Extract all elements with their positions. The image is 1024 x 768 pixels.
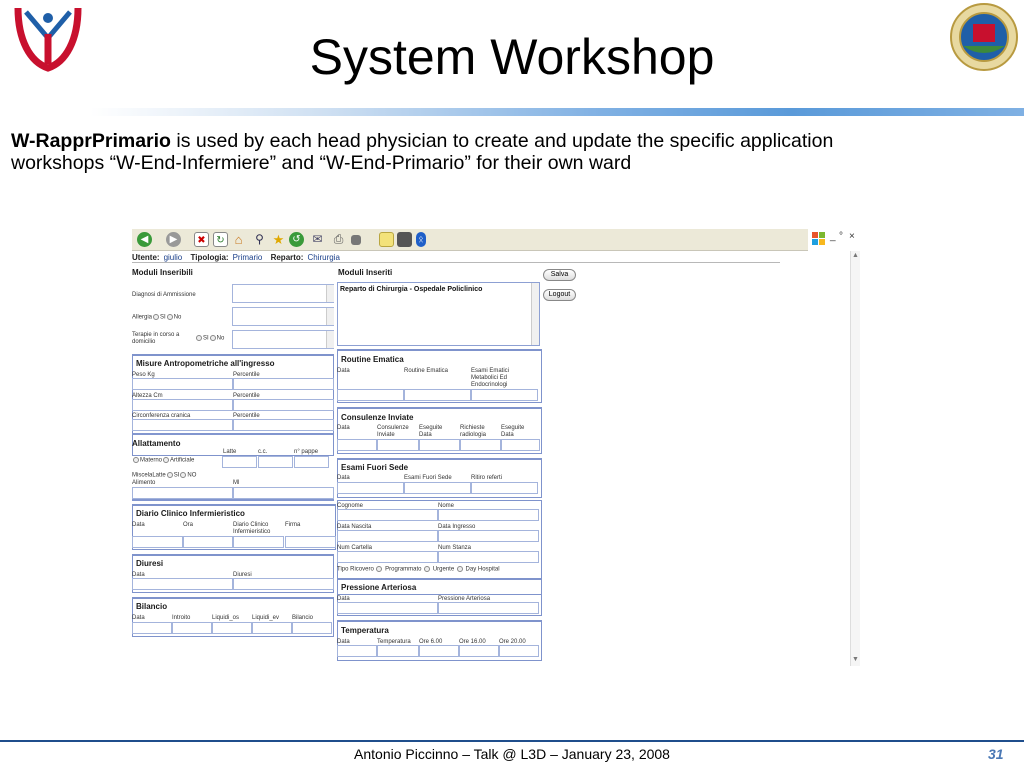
diuresi-data-label: Data — [132, 572, 145, 578]
percentile-3-input[interactable] — [233, 419, 334, 431]
nome-input[interactable] — [438, 509, 539, 521]
terapie-scrollbar[interactable] — [326, 331, 334, 348]
footer-text: Antonio Piccinno – Talk @ L3D – January 23, 2008 — [354, 746, 670, 762]
richieste-label-1: Richieste — [460, 425, 485, 431]
miscela-row — [132, 472, 196, 480]
textarea-value: Reparto di Chirurgia - Ospedale Policlinico — [340, 286, 483, 293]
temperatura-col-label: Temperatura — [377, 639, 411, 645]
num-stanza-input[interactable] — [438, 551, 539, 563]
terapie-input[interactable] — [232, 330, 334, 349]
ml-label: Ml — [233, 480, 240, 486]
diario-col-label-1: Diario Clinico — [233, 522, 269, 528]
diario-data-input[interactable] — [132, 536, 183, 548]
ore-6-label: Ore 6.00 — [419, 639, 443, 645]
ore-16-label: Ore 16.00 — [459, 639, 486, 645]
circonferenza-input[interactable] — [132, 419, 233, 431]
liquidi-ev-input[interactable] — [252, 622, 292, 634]
eseguite-label-2: Data — [419, 432, 432, 438]
windows-logo-icon — [812, 232, 826, 246]
allergia-si-label: SI — [160, 314, 166, 321]
allergia-label: Allergia — [132, 314, 153, 321]
esami-col-label: Esami Fuori Sede — [404, 475, 452, 481]
liquidi-ev-label: Liquidi_ev — [252, 615, 280, 621]
edit-icon[interactable] — [351, 235, 361, 245]
window-controls — [808, 229, 860, 251]
pressione-data-input[interactable] — [337, 602, 438, 614]
routine-data-input[interactable] — [337, 389, 404, 401]
pressione-data-label: Data — [337, 596, 350, 602]
footer-divider — [0, 740, 1024, 742]
allattamento-bottom-divider — [132, 499, 334, 501]
terapie-radio-row — [195, 335, 224, 343]
allattamento-title: Allattamento — [132, 439, 181, 448]
type-value: Primario — [232, 253, 263, 262]
web-page — [132, 251, 848, 666]
misure-title: Misure Antropometriche all'ingresso — [136, 359, 275, 368]
day-hospital-label: Day Hospital — [465, 566, 500, 573]
diario-col-label-2: Infermieristico — [233, 529, 271, 535]
miscela-label: MiscelaLatte — [132, 472, 166, 479]
consulenze-data-input[interactable] — [337, 439, 377, 451]
refresh-icon[interactable]: ↻ — [213, 232, 228, 247]
minimize-button[interactable]: _ — [830, 231, 836, 242]
consulenze-data-label: Data — [337, 425, 350, 431]
ritiro-input[interactable] — [471, 482, 538, 494]
tipo-ricovero-row — [337, 566, 500, 574]
alimento-label: Alimento — [132, 480, 156, 486]
diario-firma-label: Firma — [285, 522, 301, 528]
terapie-si-label: SI — [203, 335, 209, 342]
esami-data-label: Data — [337, 475, 350, 481]
ore-16-input[interactable] — [459, 645, 499, 657]
messenger-icon[interactable] — [397, 232, 412, 247]
bilancio-col-label: Bilancio — [292, 615, 314, 621]
routine-esami-input[interactable] — [471, 389, 538, 401]
routine-esami-label-3: Endocrinologi — [471, 382, 508, 388]
esami-data-input[interactable] — [337, 482, 404, 494]
pappe-label: n° pappe — [294, 449, 319, 455]
bilancio-data-label: Data — [132, 615, 145, 621]
history-icon[interactable]: ↺ — [289, 232, 304, 247]
diagnosi-input[interactable] — [232, 284, 334, 303]
ml-input[interactable] — [233, 487, 334, 499]
discuss-icon[interactable] — [379, 232, 394, 247]
richieste-input[interactable] — [460, 439, 501, 451]
temperatura-data-input[interactable] — [337, 645, 377, 657]
search-icon[interactable]: ⚲ — [255, 232, 264, 246]
introito-label: Introito — [172, 615, 191, 621]
left-column-title: Moduli Inseribili — [132, 268, 193, 277]
eseguite-2-label-1: Eseguite — [501, 425, 525, 431]
eseguite-2-input[interactable] — [501, 439, 540, 451]
miscela-no-radio[interactable] — [180, 472, 186, 478]
diario-title: Diario Clinico Infermieristico — [136, 509, 245, 518]
eseguite-label-1: Eseguite — [419, 425, 443, 431]
artificiale-label: Artificiale — [170, 457, 195, 464]
consulenze-col-label-2: Inviate — [377, 432, 395, 438]
routine-col-label: Routine Ematica — [404, 368, 449, 374]
restore-button[interactable]: ° — [839, 231, 843, 242]
textarea-scrollbar[interactable] — [531, 283, 539, 345]
terapie-label-2: domicilio — [132, 339, 156, 345]
temperatura-data-label: Data — [337, 639, 350, 645]
eseguite-input[interactable] — [419, 439, 460, 451]
diagnosi-label: Diagnosi di Ammissione — [132, 292, 196, 298]
scroll-down-icon[interactable]: ▼ — [852, 656, 859, 663]
slide-title: System Workshop — [309, 29, 715, 85]
percentile-2-label: Percentile — [233, 393, 260, 399]
bluetooth-icon[interactable]: ᛟ — [416, 232, 426, 247]
description-text: is used by each head physician to create and update the specific application workshops “W-End-Infermiere” and “W-End-Primario” for their own ward — [11, 130, 834, 174]
allergia-no-label: No — [173, 314, 182, 321]
ore-6-input[interactable] — [419, 645, 459, 657]
terapie-no-radio[interactable] — [210, 335, 216, 341]
data-nascita-label: Data Nascita — [337, 524, 372, 530]
num-cartella-input[interactable] — [337, 551, 438, 563]
stop-icon[interactable]: ✖ — [194, 232, 209, 247]
allergia-si-radio[interactable] — [153, 314, 159, 320]
introito-input[interactable] — [172, 622, 212, 634]
cognome-input[interactable] — [337, 509, 438, 521]
user-bar — [132, 253, 346, 262]
consulenze-col-label-1: Consulenze — [377, 425, 409, 431]
slide-description — [11, 130, 911, 174]
altezza-label: Altezza Cm — [132, 393, 163, 399]
richieste-label-2: radiologia — [460, 432, 487, 438]
nome-label: Nome — [438, 503, 455, 509]
materno-radio[interactable] — [133, 457, 139, 463]
diario-ora-input[interactable] — [183, 536, 233, 548]
allergia-row — [132, 314, 181, 322]
diuresi-title: Diuresi — [136, 559, 164, 568]
cognome-label: Cognome — [337, 503, 364, 509]
num-stanza-label: Num Stanza — [438, 545, 472, 551]
latte-label: Latte — [223, 449, 237, 455]
right-column-title: Moduli Inseriti — [338, 268, 393, 277]
circonferenza-label: Circonferenza cranica — [132, 413, 191, 419]
type-label: Tipologia: — [190, 253, 229, 262]
tipo-ricovero-label: Tipo Ricovero — [337, 566, 374, 573]
routine-esami-label-2: Metabolici Ed — [471, 375, 508, 381]
data-ingresso-input[interactable] — [438, 530, 539, 542]
user-value: giulio — [163, 253, 183, 262]
percentile-3-label: Percentile — [233, 413, 260, 419]
bilancio-title: Bilancio — [136, 602, 168, 611]
user-bar-divider — [132, 262, 780, 263]
allergia-scrollbar[interactable] — [326, 308, 334, 325]
allergia-input[interactable] — [232, 307, 334, 326]
esami-fuori-title: Esami Fuori Sede — [341, 463, 409, 472]
cc-label: c.c. — [258, 449, 268, 455]
scroll-up-icon[interactable]: ▲ — [852, 252, 859, 259]
logout-button[interactable]: Logout — [543, 289, 576, 301]
bilancio-data-input[interactable] — [132, 622, 172, 634]
home-icon[interactable]: ⌂ — [234, 232, 243, 247]
back-icon[interactable]: ◀ — [137, 232, 152, 247]
programmato-label: Programmato — [385, 566, 422, 573]
temperatura-title: Temperatura — [341, 626, 389, 635]
percentile-1-input[interactable] — [233, 378, 334, 390]
slide-number: 31 — [988, 746, 1004, 762]
print-icon[interactable]: ⎙ — [333, 232, 344, 246]
pressione-value-input[interactable] — [438, 602, 539, 614]
peso-input[interactable] — [132, 378, 233, 390]
percentile-2-input[interactable] — [233, 399, 334, 411]
ore-20-label: Ore 20.00 — [499, 639, 526, 645]
data-nascita-input[interactable] — [337, 530, 438, 542]
description-bold: W-RapprPrimario — [11, 130, 171, 152]
ritiro-label: Ritiro referti — [471, 475, 503, 481]
page-scrollbar[interactable] — [850, 251, 860, 666]
routine-title: Routine Ematica — [341, 355, 404, 364]
pressione-title: Pressione Arteriosa — [341, 583, 417, 592]
esami-value-input[interactable] — [404, 482, 471, 494]
allattamento-divider — [132, 433, 334, 435]
allergia-no-radio[interactable] — [167, 314, 173, 320]
user-label: Utente: — [132, 253, 160, 262]
diagnosi-scrollbar[interactable] — [326, 285, 334, 302]
ward-label: Reparto: — [270, 253, 304, 262]
diuresi-col-label: Diuresi — [233, 572, 252, 578]
ward-value: Chirurgia — [307, 253, 340, 262]
routine-esami-label-1: Esami Ematici — [471, 368, 510, 374]
miscela-no-label: NO — [187, 472, 197, 479]
browser-toolbar — [132, 229, 808, 251]
temperatura-value-input[interactable] — [377, 645, 419, 657]
diario-data-label: Data — [132, 522, 145, 528]
peso-label: Peso Kg — [132, 372, 155, 378]
diario-firma-input[interactable] — [285, 536, 336, 548]
mail-icon[interactable]: ✉ — [312, 232, 323, 246]
liquidi-os-label: Liquidi_os — [212, 615, 240, 621]
urgente-label: Urgente — [432, 566, 455, 573]
cc-input[interactable] — [258, 456, 293, 468]
ore-20-input[interactable] — [499, 645, 539, 657]
pressione-col-label: Pressione Arteriosa — [438, 596, 491, 602]
consulenze-title: Consulenze Inviate — [341, 413, 414, 422]
miscela-si-radio[interactable] — [167, 472, 173, 478]
diuresi-value-input[interactable] — [233, 578, 334, 590]
liquidi-os-input[interactable] — [212, 622, 252, 634]
routine-value-input[interactable] — [404, 389, 471, 401]
num-cartella-label: Num Cartella — [337, 545, 373, 551]
pappe-input[interactable] — [294, 456, 329, 468]
diario-clinico-input[interactable] — [233, 536, 284, 548]
materno-label: Materno — [140, 457, 163, 464]
altezza-input[interactable] — [132, 399, 233, 411]
terapie-label-1: Terapie in corso a — [132, 332, 180, 338]
terapie-si-radio[interactable] — [196, 335, 202, 341]
salva-button[interactable]: Salva — [543, 269, 576, 281]
latte-type-row — [132, 457, 194, 465]
consulenze-inviate-input[interactable] — [377, 439, 419, 451]
title-divider — [90, 108, 1024, 116]
day-hospital-radio[interactable] — [457, 566, 463, 572]
routine-data-label: Data — [337, 368, 350, 374]
close-button[interactable]: × — [849, 231, 855, 242]
latte-input[interactable] — [222, 456, 257, 468]
diuresi-data-input[interactable] — [132, 578, 233, 590]
urgente-radio[interactable] — [424, 566, 430, 572]
eseguite-2-label-2: Data — [501, 432, 514, 438]
terapie-no-label: No — [216, 335, 225, 342]
bilancio-value-input[interactable] — [292, 622, 332, 634]
favorites-icon[interactable]: ★ — [272, 232, 285, 247]
data-ingresso-label: Data Ingresso — [438, 524, 476, 530]
percentile-1-label: Percentile — [233, 372, 260, 378]
forward-icon[interactable]: ▶ — [166, 232, 181, 247]
programmato-radio[interactable] — [376, 566, 382, 572]
alimento-input[interactable] — [132, 487, 233, 499]
diario-ora-label: Ora — [183, 522, 194, 528]
miscela-si-label: SI — [173, 472, 180, 479]
artificiale-radio[interactable] — [163, 457, 169, 463]
browser-window — [132, 229, 860, 666]
